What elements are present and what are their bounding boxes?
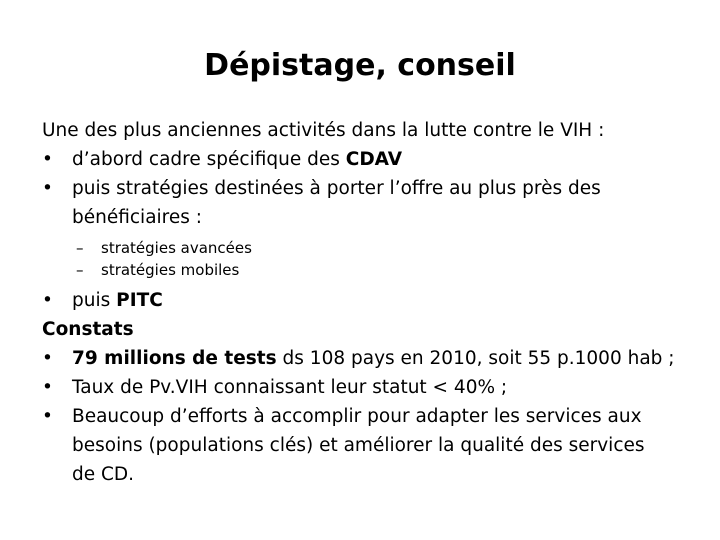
section-heading bbox=[42, 315, 682, 344]
bullet-tests-text: ds 108 pays en 2010, soit 55 p.1000 hab ; bbox=[276, 348, 675, 369]
bullet-efforts-line1: Beaucoup d’efforts à accomplir pour adapter les services aux bbox=[72, 406, 642, 427]
slide-body bbox=[42, 116, 682, 489]
sub-list bbox=[42, 237, 682, 281]
bullet-tests-bold: 79 millions de tests bbox=[72, 348, 277, 369]
section-heading-text: Constats bbox=[42, 319, 134, 340]
bullet-tests bbox=[42, 344, 682, 373]
slide-title: Dépistage, conseil bbox=[204, 48, 516, 83]
bullet-cdav-text: d’abord cadre spécifique des bbox=[72, 149, 346, 170]
subitem-avancees: – stratégies avancées bbox=[42, 237, 682, 259]
bullet-efforts bbox=[42, 402, 682, 431]
bullet-pitc-text: puis bbox=[72, 290, 117, 311]
bullet-pitc-bold: PITC bbox=[116, 290, 163, 311]
bullet-strategies bbox=[42, 174, 682, 203]
bullet-efforts-line2: besoins (populations clés) et améliorer la qualité des services bbox=[72, 435, 645, 456]
bullet-strategies-line2: bénéficiaires : bbox=[72, 207, 203, 228]
bullet-cdav bbox=[42, 145, 682, 174]
intro-text: Une des plus anciennes activités dans la lutte contre le VIH : bbox=[42, 120, 605, 141]
bullet-strategies-line1: puis stratégies destinées à porter l’offre au plus près des bbox=[72, 178, 601, 199]
subitem-mobiles: – stratégies mobiles bbox=[42, 259, 682, 281]
bullet-cdav-bold: CDAV bbox=[345, 149, 403, 170]
bullet-efforts-line3: de CD. bbox=[72, 464, 135, 485]
bullet-pitc bbox=[42, 286, 682, 315]
bullet-taux: • Taux de Pv.VIH connaissant leur statut < 40% ; bbox=[42, 373, 682, 402]
